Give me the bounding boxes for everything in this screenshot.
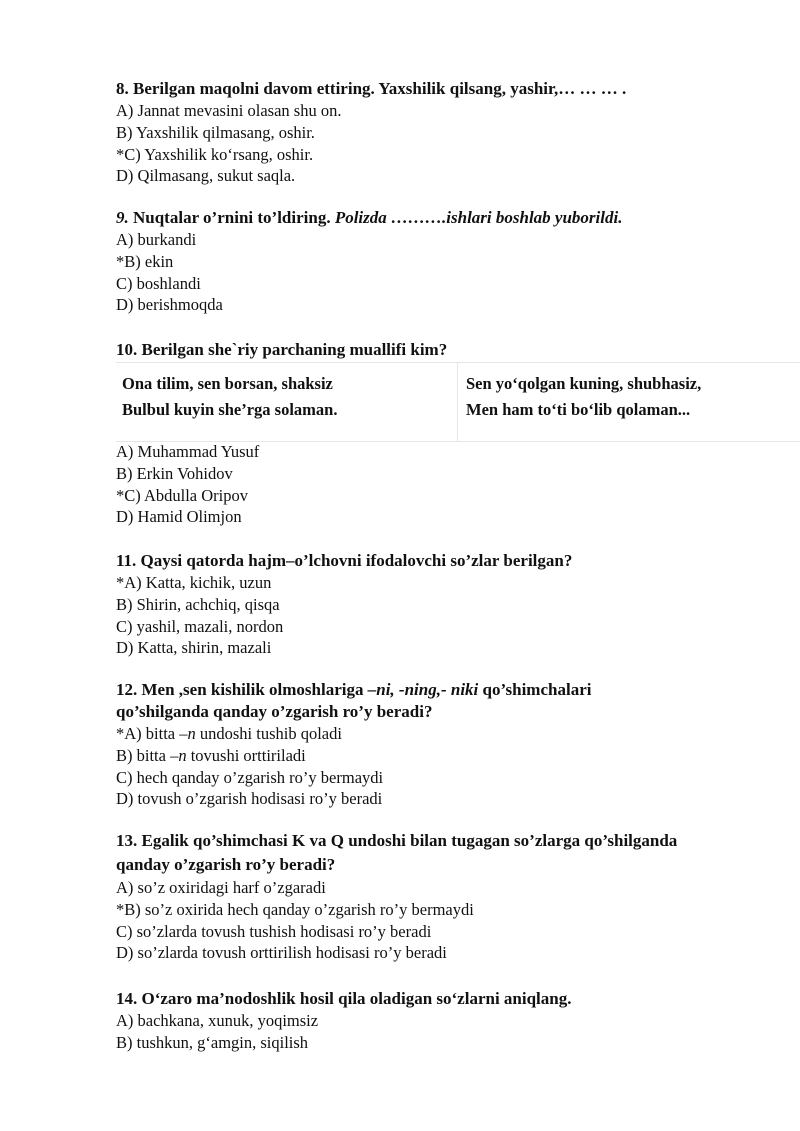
answer-option bbox=[116, 745, 760, 767]
question-title: 8. Berilgan maqolni davom ettiring. Yaxshilik qilsang, yashir,… … … . bbox=[116, 79, 627, 98]
answer-option: C) boshlandi bbox=[116, 273, 201, 293]
question-title-line-2: qo’shilganda qanday o’zgarish ro’y beradi? bbox=[116, 702, 433, 721]
poem-divider bbox=[457, 363, 458, 441]
answer-option: B) tushkun, g‘amgin, siqilish bbox=[116, 1032, 309, 1052]
answer-option: D) Qilmasang, sukut saqla. bbox=[116, 166, 296, 186]
question-10 bbox=[116, 339, 760, 361]
answer-option: *A) Katta, kichik, uzun bbox=[116, 573, 272, 592]
question-title bbox=[116, 679, 760, 701]
poem-left-column bbox=[122, 371, 337, 423]
question-number: 9. bbox=[116, 208, 133, 227]
answer-option: C) hech qanday o’zgarish ro’y bermaydi bbox=[116, 767, 384, 787]
question-11 bbox=[116, 550, 760, 659]
option-letter: –n bbox=[170, 745, 187, 765]
poem-right-column bbox=[466, 371, 701, 423]
poem-table bbox=[116, 362, 800, 442]
question-title: 10. Berilgan she`riy parchaning muallifi kim? bbox=[116, 340, 448, 359]
question-13 bbox=[116, 829, 760, 964]
suffix-list: –ni, -ning,- niki bbox=[367, 680, 479, 699]
question-text: 12. Men ,sen kishilik olmoshlariga bbox=[116, 680, 368, 699]
answer-option: B) Shirin, achchiq, qisqa bbox=[116, 594, 280, 614]
question-sentence: Polizda ……….ishlari boshlab yuborildi. bbox=[330, 208, 623, 227]
option-text: undoshi tushib qoladi bbox=[195, 724, 342, 743]
option-text: *A) bitta bbox=[116, 724, 180, 743]
answer-option: D) berishmoqda bbox=[116, 295, 223, 315]
question-10-options bbox=[116, 441, 760, 528]
question-title-line-2: qanday o’zgarish ro’y beradi? bbox=[116, 855, 336, 874]
answer-option: A) so’z oxiridagi harf o’zgaradi bbox=[116, 878, 326, 897]
option-text: tovushi orttiriladi bbox=[186, 745, 306, 765]
poem-line: Sen yo‘qolgan kuning, shubhasiz, bbox=[466, 374, 702, 393]
answer-option: D) Katta, shirin, mazali bbox=[116, 638, 272, 658]
question-12 bbox=[116, 679, 760, 810]
answer-option: A) Jannat mevasini olasan shu on. bbox=[116, 101, 342, 120]
question-14 bbox=[116, 988, 760, 1054]
answer-option: C) so’zlarda tovush tushish hodisasi ro’y beradi bbox=[116, 921, 432, 941]
answer-option: *C) Yaxshilik ko‘rsang, oshir. bbox=[116, 144, 314, 164]
option-text: B) bitta bbox=[116, 745, 171, 765]
question-9 bbox=[116, 207, 760, 316]
poem-line: Ona tilim, sen borsan, shaksiz bbox=[122, 374, 333, 393]
question-8 bbox=[116, 78, 760, 187]
option-letter: –n bbox=[179, 724, 196, 743]
answer-option: D) Hamid Olimjon bbox=[116, 507, 242, 527]
question-title: 14. O‘zaro ma’nodoshlik hosil qila oladigan so‘zlarni aniqlang. bbox=[116, 989, 572, 1008]
poem-line: Bulbul kuyin she’rga solaman. bbox=[122, 400, 338, 419]
answer-option: *C) Abdulla Oripov bbox=[116, 485, 248, 505]
answer-option: C) yashil, mazali, nordon bbox=[116, 616, 284, 636]
answer-option: A) bachkana, xunuk, yoqimsiz bbox=[116, 1011, 319, 1030]
answer-option: B) Yaxshilik qilmasang, oshir. bbox=[116, 122, 315, 142]
answer-option: *B) so’z oxirida hech qanday o’zgarish ro’y bermaydi bbox=[116, 899, 474, 919]
answer-option bbox=[116, 723, 760, 745]
question-text: qo’shimchalari bbox=[478, 680, 592, 699]
poem-line: Men ham to‘ti bo‘lib qolaman... bbox=[466, 400, 691, 419]
answer-option: B) Erkin Vohidov bbox=[116, 463, 233, 483]
answer-option: D) tovush o’zgarish hodisasi ro’y beradi bbox=[116, 789, 383, 809]
question-instruction: Nuqtalar o’rnini to’ldiring. bbox=[133, 208, 331, 227]
question-title: 11. Qaysi qatorda hajm–o’lchovni ifodalovchi so’zlar berilgan? bbox=[116, 551, 573, 570]
answer-option: A) burkandi bbox=[116, 230, 197, 249]
question-title bbox=[116, 207, 760, 229]
answer-option: D) so’zlarda tovush orttirilish hodisasi ro’y beradi bbox=[116, 943, 447, 963]
question-title: 13. Egalik qo’shimchasi K va Q undoshi bilan tugagan so’zlarga qo’shilganda bbox=[116, 831, 678, 850]
answer-option: A) Muhammad Yusuf bbox=[116, 442, 260, 461]
answer-option: *B) ekin bbox=[116, 251, 174, 271]
